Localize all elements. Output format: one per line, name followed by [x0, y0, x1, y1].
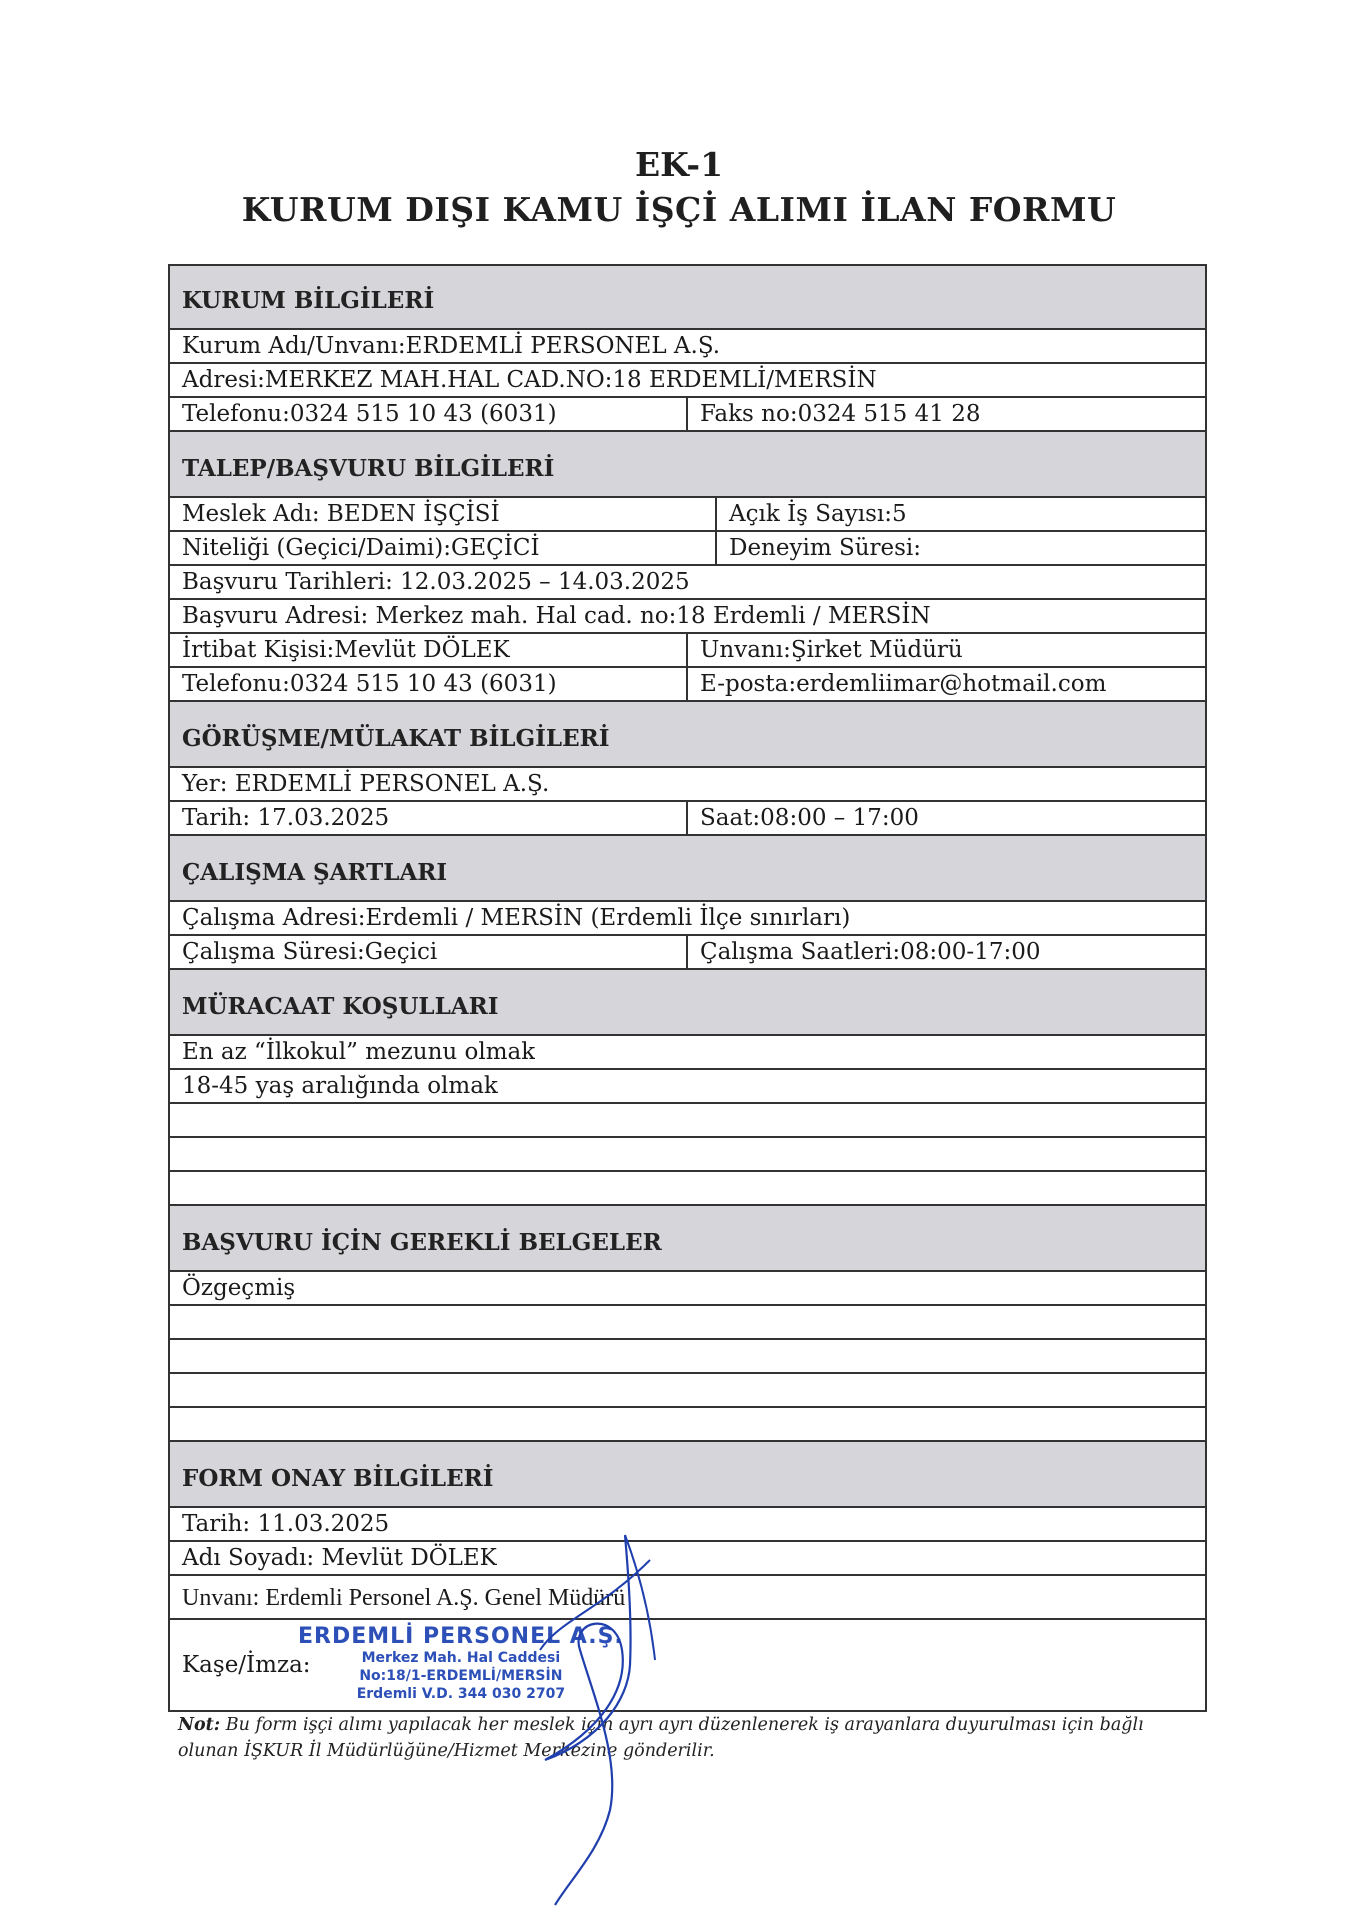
basvuru-adresi: Başvuru Adresi: Merkez mah. Hal cad. no:18 Erdemli / MERSİN: [182, 603, 931, 629]
gorusme-saat: Saat:08:00 – 17:00: [686, 802, 919, 834]
kosul-item: [170, 1138, 182, 1170]
row-belge: [170, 1306, 1205, 1340]
row-basvuru-tarihleri: [170, 566, 1205, 600]
belge-item: [170, 1374, 182, 1406]
row-kurum-telefon: [170, 398, 1205, 432]
footnote: [178, 1712, 1238, 1764]
stamp-line2: Merkez Mah. Hal Caddesi: [361, 1650, 561, 1666]
nitelik: Niteliği (Geçici/Daimi):GEÇİCİ: [182, 535, 540, 561]
talep-telefon: Telefonu:0324 515 10 43 (6031): [182, 671, 557, 697]
onay-adi-soyadi: Adı Soyadı: Mevlüt DÖLEK: [182, 1545, 497, 1571]
kosul-item: En az “İlkokul” mezunu olmak: [182, 1039, 536, 1065]
gorusme-tarih: Tarih: 17.03.2025: [182, 805, 390, 831]
row-onay-unvan: [170, 1576, 1205, 1620]
belge-item: [170, 1340, 182, 1372]
kosul-item: [170, 1104, 182, 1136]
belge-item: [170, 1306, 182, 1338]
row-gorusme-tarih: [170, 802, 1205, 836]
row-kurum-adi: [170, 330, 1205, 364]
calisma-adresi: Çalışma Adresi:Erdemli / MERSİN (Erdemli İlçe sınırları): [182, 905, 851, 931]
section-belgeler-heading: BAŞVURU İÇİN GEREKLİ BELGELER: [170, 1206, 1205, 1272]
row-onay-adi: [170, 1542, 1205, 1576]
belge-item: Özgeçmiş: [182, 1275, 296, 1301]
row-nitelik: [170, 532, 1205, 566]
deneyim-suresi: Deneyim Süresi:: [715, 532, 921, 564]
company-stamp: [298, 1624, 624, 1703]
kase-imza-label: Kaşe/İmza:: [182, 1652, 311, 1678]
row-belge: [170, 1340, 1205, 1374]
note-text-2: olunan İŞKUR İl Müdürlüğüne/Hizmet Merkezine gönderilir.: [178, 1741, 715, 1761]
row-basvuru-adresi: [170, 600, 1205, 634]
row-gorusme-yer: [170, 768, 1205, 802]
row-calisma-adresi: [170, 902, 1205, 936]
irtibat-unvani: Unvanı:Şirket Müdürü: [686, 634, 963, 666]
row-kosul: [170, 1172, 1205, 1206]
row-calisma-suresi: [170, 936, 1205, 970]
belge-item: [170, 1408, 182, 1440]
section-talep-heading: TALEP/BAŞVURU BİLGİLERİ: [170, 432, 1205, 498]
row-meslek: [170, 498, 1205, 532]
row-belge: [170, 1374, 1205, 1408]
stamp-line3: No:18/1-ERDEMLİ/MERSİN: [359, 1668, 563, 1684]
row-onay-tarih: [170, 1508, 1205, 1542]
gorusme-yer: Yer: ERDEMLİ PERSONEL A.Ş.: [182, 771, 550, 797]
row-kosul: [170, 1138, 1205, 1172]
section-gorusme-heading: GÖRÜŞME/MÜLAKAT BİLGİLERİ: [170, 702, 1205, 768]
row-kosul: [170, 1104, 1205, 1138]
section-onay-heading: FORM ONAY BİLGİLERİ: [170, 1442, 1205, 1508]
calisma-saatleri: Çalışma Saatleri:08:00-17:00: [686, 936, 1041, 968]
kurum-faks: Faks no:0324 515 41 28: [686, 398, 980, 430]
stamp-line1: ERDEMLİ PERSONEL A.Ş.: [298, 1624, 624, 1649]
row-belge: [170, 1272, 1205, 1306]
row-kosul: [170, 1036, 1205, 1070]
calisma-suresi: Çalışma Süresi:Geçici: [182, 939, 438, 965]
section-kurum-heading: KURUM BİLGİLERİ: [170, 264, 1205, 330]
onay-tarih: Tarih: 11.03.2025: [182, 1511, 390, 1537]
kurum-adres: Adresi:MERKEZ MAH.HAL CAD.NO:18 ERDEMLİ/MERSİN: [182, 367, 877, 393]
announcement-form: [168, 264, 1207, 1712]
note-label: Not:: [178, 1715, 221, 1735]
section-muracaat-heading: MÜRACAAT KOŞULLARI: [170, 970, 1205, 1036]
acik-is-sayisi: Açık İş Sayısı:5: [715, 498, 907, 530]
row-kase-imza: [170, 1620, 1205, 1712]
row-kosul: [170, 1070, 1205, 1104]
kurum-telefon: Telefonu:0324 515 10 43 (6031): [182, 401, 557, 427]
kurum-adi: Kurum Adı/Unvanı:ERDEMLİ PERSONEL A.Ş.: [182, 333, 721, 359]
talep-eposta: E-posta:erdemliimar@hotmail.com: [686, 668, 1106, 700]
meslek-adi: Meslek Adı: BEDEN İŞÇİSİ: [182, 501, 500, 527]
row-belge: [170, 1408, 1205, 1442]
onay-unvan: Unvanı: Erdemli Personel A.Ş. Genel Müdürü: [182, 1585, 626, 1611]
section-calisma-heading: ÇALIŞMA ŞARTLARI: [170, 836, 1205, 902]
kosul-item: 18-45 yaş aralığında olmak: [182, 1073, 498, 1099]
row-irtibat: [170, 634, 1205, 668]
form-code: EK-1: [634, 145, 724, 184]
basvuru-tarihleri: Başvuru Tarihleri: 12.03.2025 – 14.03.2025: [182, 569, 690, 595]
note-text-1: Bu form işçi alımı yapılacak her meslek için ayrı ayrı düzenlenerek iş arayanlara duyurulması için bağlı: [220, 1715, 1144, 1735]
row-talep-telefon: [170, 668, 1205, 702]
row-kurum-adres: [170, 364, 1205, 398]
form-title: KURUM DIŞI KAMU İŞÇİ ALIMI İLAN FORMU: [241, 190, 1117, 229]
stamp-line4: Erdemli V.D. 344 030 2707: [356, 1686, 566, 1702]
kosul-item: [170, 1172, 182, 1204]
irtibat-kisisi: İrtibat Kişisi:Mevlüt DÖLEK: [182, 637, 510, 663]
